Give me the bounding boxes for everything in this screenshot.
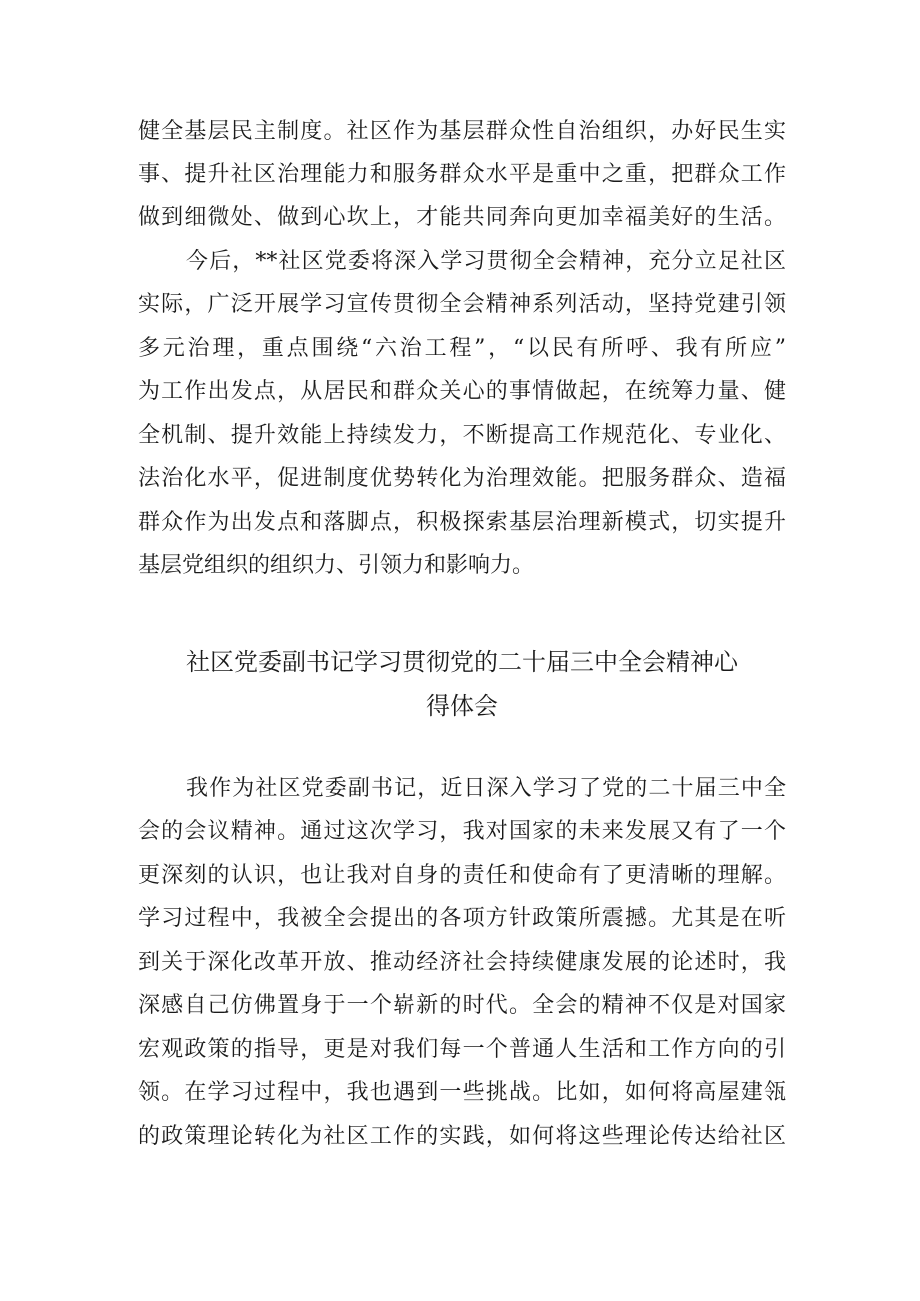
paragraph-1-line-1: 健全基层民主制度。社区作为基层群众性自治组织，办好民生实 [138,119,786,144]
section-title-line-2: 得体会 [426,692,498,720]
paragraph-2-line-3: 多元治理，重点围绕“六治工程”，“以民有所呼、我有所应” [138,336,786,361]
paragraph-2-line-7: 群众作为出发点和落脚点，积极探索基层治理新模式，切实提升 [138,510,786,535]
paragraph-3-line-1: 我作为社区党委副书记，近日深入学习了党的二十届三中全 [186,776,786,801]
section-title-line-1: 社区党委副书记学习贯彻党的二十届三中全会精神心 [186,648,738,676]
paragraph-3-line-3: 更深刻的认识，也让我对自身的责任和使命有了更清晰的理解。 [138,863,786,888]
paragraph-2-line-1: 今后，**社区党委将深入学习贯彻全会精神，充分立足社区 [186,249,786,274]
paragraph-3-line-5: 到关于深化改革开放、推动经济社会持续健康发展的论述时，我 [138,950,786,975]
paragraph-2-line-6: 法治化水平，促进制度优势转化为治理效能。把服务群众、造福 [138,466,786,491]
paragraph-3-line-9: 的政策理论转化为社区工作的实践，如何将这些理论传达给社区 [138,1124,786,1149]
paragraph-3-line-6: 深感自己仿佛置身于一个崭新的时代。全会的精神不仅是对国家 [138,993,786,1018]
paragraph-1-line-2: 事、提升社区治理能力和服务群众水平是重中之重，把群众工作 [138,162,786,187]
paragraph-2-line-5: 全机制、提升效能上持续发力，不断提高工作规范化、专业化、 [138,423,786,448]
paragraph-2-line-8: 基层党组织的组织力、引领力和影响力。 [138,553,535,578]
paragraph-1-line-3: 做到细微处、做到心坎上，才能共同奔向更加幸福美好的生活。 [138,205,786,230]
paragraph-3-line-2: 会的会议精神。通过这次学习，我对国家的未来发展又有了一个 [138,819,786,844]
paragraph-3-line-4: 学习过程中，我被全会提出的各项方针政策所震撼。尤其是在听 [138,906,786,931]
paragraph-2-line-4: 为工作出发点，从居民和群众关心的事情做起，在统筹力量、健 [138,379,786,404]
paragraph-3-line-8: 领。在学习过程中，我也遇到一些挑战。比如，如何将高屋建瓴 [138,1080,786,1105]
paragraph-3-line-7: 宏观政策的指导，更是对我们每一个普通人生活和工作方向的引 [138,1037,786,1062]
paragraph-2-line-2: 实际，广泛开展学习宣传贯彻全会精神系列活动，坚持党建引领 [138,292,786,317]
